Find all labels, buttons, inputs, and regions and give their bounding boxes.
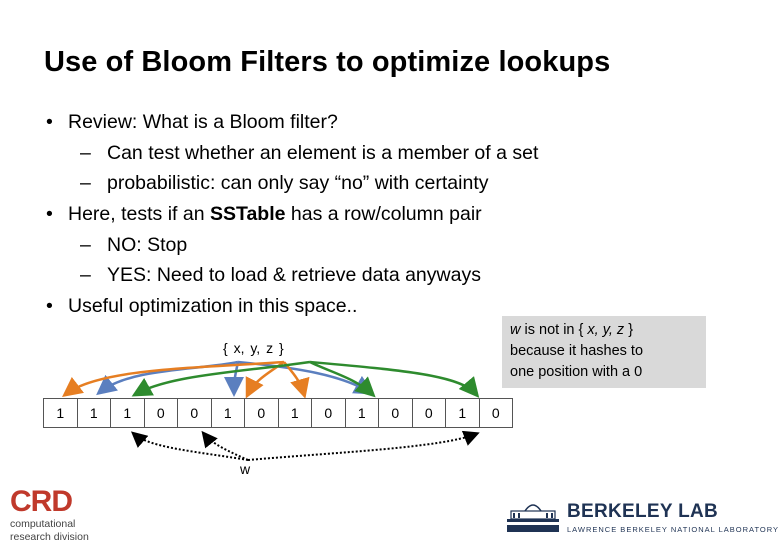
arrow-x-2 xyxy=(234,362,238,392)
bit-cell: 1 xyxy=(445,398,480,428)
building-icon xyxy=(505,497,561,537)
set-label: { x, y, z } xyxy=(223,340,284,356)
bit-cell: 1 xyxy=(345,398,380,428)
bullet-item: • Review: What is a Bloom filter? xyxy=(46,111,338,133)
bit-cell: 0 xyxy=(378,398,413,428)
bit-cell: 1 xyxy=(43,398,78,428)
callout-note: w is not in { x, y, z } because it hashes to one position with a 0 xyxy=(502,316,706,388)
sub-bullet-item: – YES: Need to load & retrieve data anyways xyxy=(80,264,481,286)
berkeley-lab-logo: BERKELEY LAB LAWRENCE BERKELEY NATIONAL LABORATORY xyxy=(505,497,561,542)
bit-array xyxy=(44,398,513,428)
bit-cell: 1 xyxy=(278,398,313,428)
bit-cell: 1 xyxy=(77,398,112,428)
arrow-w-3 xyxy=(248,434,476,460)
bit-cell: 0 xyxy=(479,398,514,428)
arrow-w-1 xyxy=(134,434,248,460)
sub-bullet-item: – Can test whether an element is a member of a set xyxy=(80,142,539,164)
bit-cell: 1 xyxy=(211,398,246,428)
bit-cell: 0 xyxy=(177,398,212,428)
query-label: w xyxy=(240,461,251,477)
bit-cell: 1 xyxy=(110,398,145,428)
bit-cell: 0 xyxy=(244,398,279,428)
crd-logo: CRD computational research division xyxy=(10,485,89,543)
bullet-item: • Useful optimization in this space.. xyxy=(46,295,358,317)
bullet-item: • Here, tests if an SSTable has a row/column pair xyxy=(46,203,482,225)
bit-cell: 0 xyxy=(311,398,346,428)
sub-bullet-item: – NO: Stop xyxy=(80,234,188,256)
bit-cell: 0 xyxy=(412,398,447,428)
sub-bullet-item: – probabilistic: can only say “no” with certainty xyxy=(80,172,489,194)
slide-title: Use of Bloom Filters to optimize lookups xyxy=(44,46,611,78)
bit-cell: 0 xyxy=(144,398,179,428)
arrow-w-2 xyxy=(204,434,248,460)
arrow-y-3 xyxy=(284,362,304,394)
